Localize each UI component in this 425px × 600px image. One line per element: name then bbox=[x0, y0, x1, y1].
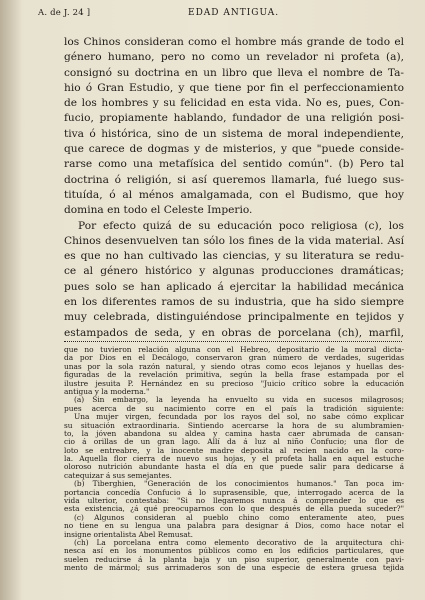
body-line: de los hombres y su felicidad en esta vida. No es, pues, Con- bbox=[64, 97, 404, 110]
footnote-line: (ch) La porcelana entra como elemento decorativo de la arquitectura chi- bbox=[74, 538, 404, 547]
footnote-line: catequizar á sus semejantes. bbox=[64, 471, 172, 480]
body-text bbox=[64, 35, 404, 341]
spine-shadow bbox=[0, 0, 22, 600]
running-head-title: EDAD ANTIGUA. bbox=[188, 8, 280, 18]
footnote-line: figuradas de la revelación primitiva, según la bella frase estampada por el bbox=[64, 371, 404, 380]
body-line: pues solo se han aplicado á ejercitar la habilidad mecánica bbox=[64, 280, 404, 293]
footnote-line: (b) Tiberghien, "Generación de los conocimientos humanos." Tan poca im- bbox=[74, 480, 404, 489]
footnote-divider bbox=[64, 341, 402, 342]
body-line: fucio, propiamente hablando, fundador de una religión posi- bbox=[64, 112, 404, 125]
body-line: hio ó Gran Estudio, y que tiene por fin el perfeccionamiento bbox=[64, 81, 404, 94]
footnote-line: (a) Sin embargo, la leyenda ha envuelto su vida en sucesos milagrosos; bbox=[74, 396, 404, 405]
body-line: los Chinos consideran como el hombre más grande de todo el bbox=[64, 36, 404, 48]
footnote-line: que no tuvieron relación alguna con el Hebreo, depositario de la moral dicta- bbox=[64, 346, 404, 354]
footnote-line: oloroso nutrición abundante hasta el día en que puede salir para dedicarse á bbox=[64, 463, 404, 472]
body-line: género humano, pero no como un revelador ni profeta (a), bbox=[64, 51, 404, 64]
footnote-line: mento de mármol; sus arrimaderos son de una especie de estera gruesa tejida bbox=[64, 564, 404, 573]
footnote-line: antigua y la moderna." bbox=[64, 387, 150, 396]
body-line: tituída, ó al ménos amalgamada, con el Budismo, que hoy bbox=[64, 188, 404, 201]
body-line: tiva ó histórica, sino de un sistema de moral independiente, bbox=[64, 127, 404, 140]
footnote-line: suelen reducirse á la planta baja y un piso superior, generalmente con pavi- bbox=[64, 555, 404, 564]
body-line: domina en todo el Celeste Imperio. bbox=[64, 204, 253, 217]
footnote-line: la. Aquella flor cierra de nuevo sus hojas, y el profeta halla en aquel estuche bbox=[64, 455, 404, 464]
body-line: Por efecto quizá de su educación poco religiosa (c), los bbox=[78, 219, 404, 232]
footnote-line: no tiene en su lengua una palabra para designar á Dios, como hace notar el bbox=[64, 522, 404, 531]
footnote-line: ilustre jesuita P. Hernández en su precioso "Juicio crítico sobre la educación bbox=[64, 379, 404, 388]
footnote-line: pues acerca de su nacimiento corre en el país la tradición siguiente: bbox=[64, 404, 404, 413]
running-head bbox=[38, 8, 411, 22]
body-line: Chinos desenvuelven tan sólo los fines de la vida material. Así bbox=[64, 234, 404, 247]
body-line: en los diferentes ramos de su industria, que ha sido siempre bbox=[64, 296, 404, 309]
footnote-line: da por Dios en el Decálogo, conservaron gran número de verdades, sugeridas bbox=[64, 354, 404, 363]
footnote-line: vida ulterior, contestaba: "Si no llegaremos nunca á comprender lo que es bbox=[64, 497, 404, 506]
body-line: ce al género histórico y algunas producciones dramáticas; bbox=[64, 265, 404, 278]
body-line: estampados de seda, y en obras de porcelana (ch), marfil, bbox=[64, 326, 404, 339]
footnote-line: cio á orillas de un gran lago. Allí da á luz al niño Confucio; una flor de bbox=[64, 438, 404, 447]
body-line: es que no han cultivado las ciencias, y su literatura se redu- bbox=[64, 250, 404, 263]
body-line: que carece de dogmas y de misterios, y que "puede conside- bbox=[64, 143, 404, 156]
footnotes bbox=[64, 346, 404, 573]
footnote-line: unas por la sola razón natural, y siendo otras como ecos lejanos y huellas des- bbox=[64, 362, 404, 371]
footnote-line: loto se entreabre, y la inocente madre deposita al recien nacido en la coro- bbox=[64, 446, 404, 455]
footnote-line: (c) Algunos consideran al pueblo chino como enteramente ateo, pues bbox=[74, 513, 404, 522]
footnote-line: esta existencia, ¿á qué preocuparnos con lo que después de ella pueda suceder?" bbox=[64, 505, 404, 514]
footnote-line: portancia concedía Confucio á lo suprasensible, que, interrogado acerca de la bbox=[64, 488, 404, 497]
running-head-left: A. de J. 24 ] bbox=[38, 8, 91, 18]
body-line: rarse como una metafísica del sentido común". (b) Pero tal bbox=[64, 158, 404, 171]
footnote-line: insigne orientalista Abel Remusat. bbox=[64, 530, 193, 539]
footnote-line: nesca así en los monumentos públicos como en los edificios particulares, que bbox=[64, 547, 404, 556]
body-line: muy celebrada, distinguiéndose principalmente en tejidos y bbox=[64, 311, 404, 324]
footnote-line: su situación extraordinaria. Sintiendo acercarse la hora de su alumbramien- bbox=[64, 421, 404, 430]
body-line: consignó su doctrina en un libro que lleva el nombre de Ta- bbox=[64, 66, 404, 79]
footnote-line: to, la jóven abandona su aldea y camina hasta caer abrumada de cansan- bbox=[64, 429, 404, 438]
footnote-line: Una mujer virgen, fecundada por los rayos del sol, no sabe cómo explicar bbox=[74, 413, 404, 422]
body-line: doctrina ó religión, si así queremos llamarla, fué luego sus- bbox=[64, 173, 404, 186]
